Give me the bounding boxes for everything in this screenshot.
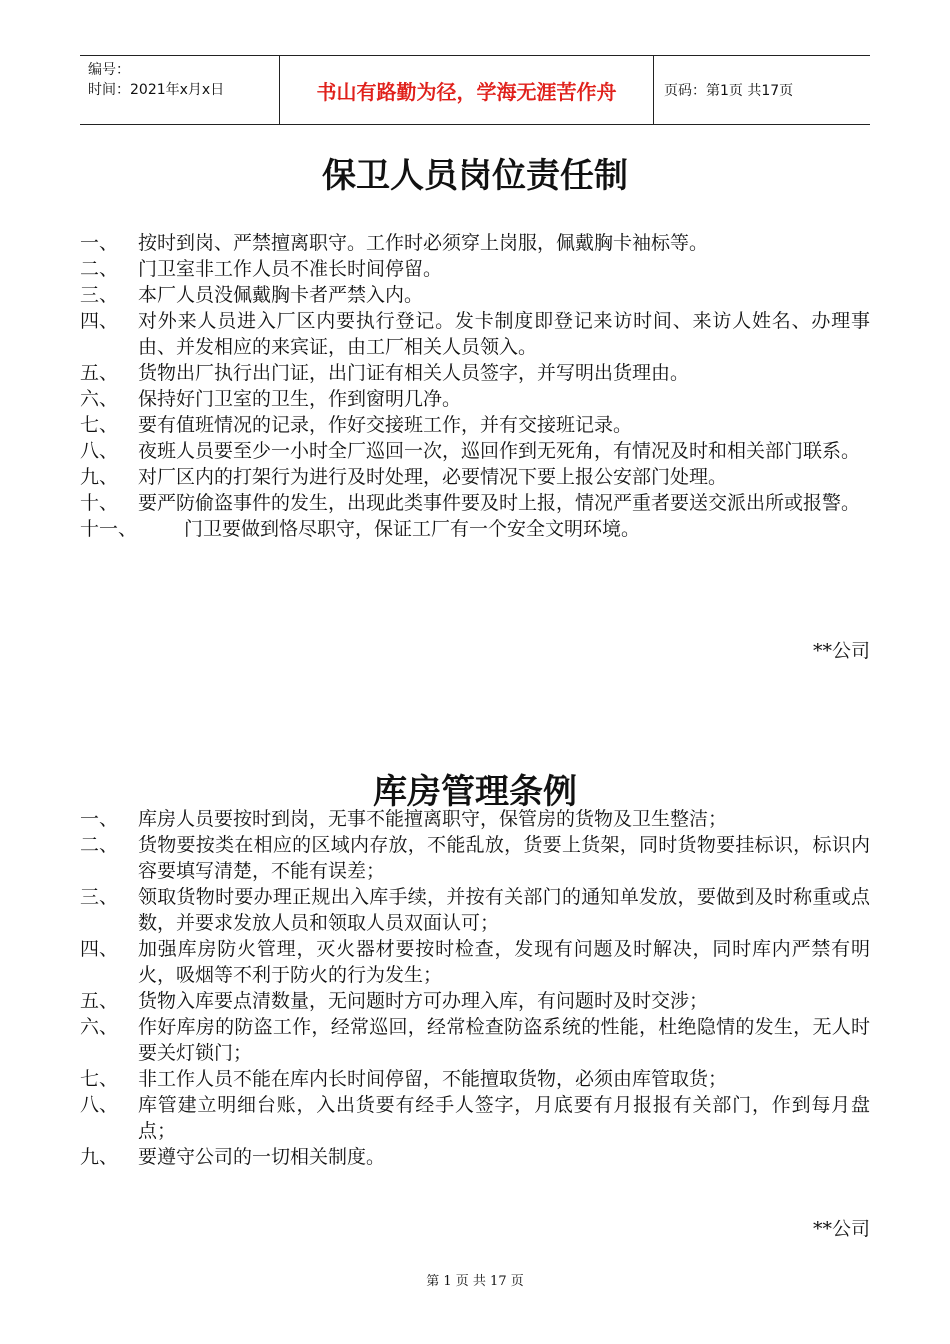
item-number: 四、 (80, 310, 119, 332)
number-label: 编号： (88, 62, 130, 78)
header-page-cell (654, 56, 870, 124)
item-text: 领取货物时要办理正规出入库手续，并按有关部门的通知单发放，要做到及时称重或点数，并要求发放人员和领取人员双面认可； (138, 886, 870, 934)
list-item (80, 884, 870, 936)
section2-title: 库房管理条例 (373, 772, 577, 812)
item-number: 二、 (80, 258, 119, 280)
list-item (80, 412, 870, 438)
time-label: 时间：2021年x月x日 (88, 82, 225, 98)
item-text: 按时到岗、严禁擅离职守。工作时必须穿上岗服，佩戴胸卡袖标等。 (138, 232, 709, 254)
item-text: 库管建立明细台账，入出货要有经手人签字，月底要有月报报有关部门，作到每月盘点； (138, 1094, 870, 1142)
item-text: 库房人员要按时到岗，无事不能擅离职守，保管房的货物及卫生整洁； (138, 808, 728, 830)
list-item (80, 282, 870, 308)
section1-title: 保卫人员岗位责任制 (322, 156, 628, 196)
item-text: 作好库房的防盗工作，经常巡回，经常检查防盗系统的性能，杜绝隐情的发生，无人时要关灯锁门； (138, 1016, 870, 1064)
list-item (80, 806, 870, 832)
section2-list (80, 806, 870, 1170)
header-motto-cell (280, 56, 654, 124)
item-number: 五、 (80, 362, 119, 384)
list-item (80, 832, 870, 884)
item-number: 七、 (80, 414, 119, 436)
item-number: 一、 (80, 232, 119, 254)
list-item (80, 1066, 870, 1092)
item-text: 保持好门卫室的卫生，作到窗明几净。 (138, 388, 462, 410)
list-item (80, 256, 870, 282)
page-code: 页码：第1页 共17页 (664, 83, 794, 99)
list-item (80, 230, 870, 256)
item-text: 对厂区内的打架行为进行及时处理，必要情况下要上报公安部门处理。 (138, 466, 728, 488)
list-item (80, 464, 870, 490)
item-number: 七、 (80, 1068, 119, 1090)
section2-signature: **公司 (812, 1218, 870, 1240)
list-item (80, 1092, 870, 1144)
item-text: 货物要按类在相应的区域内存放，不能乱放，货要上货架，同时货物要挂标识，标识内容要填写清楚，不能有误差； (138, 834, 870, 882)
item-number: 五、 (80, 990, 119, 1012)
list-item (80, 438, 870, 464)
item-number: 二、 (80, 834, 119, 856)
list-item (80, 936, 870, 988)
item-text: 非工作人员不能在库内长时间停留，不能擅取货物，必须由库管取货； (138, 1068, 728, 1090)
item-number: 四、 (80, 938, 119, 960)
item-number: 八、 (80, 1094, 119, 1116)
item-text: 货物出厂执行出门证，出门证有相关人员签字，并写明出货理由。 (138, 362, 690, 384)
item-text: 要遵守公司的一切相关制度。 (138, 1146, 386, 1168)
item-text: 要严防偷盗事件的发生，出现此类事件要及时上报，情况严重者要送交派出所或报警。 (138, 492, 861, 514)
header-info-cell (80, 56, 280, 124)
list-item (80, 988, 870, 1014)
list-item (80, 360, 870, 386)
item-number: 六、 (80, 388, 119, 410)
item-text: 夜班人员要至少一小时全厂巡回一次，巡回作到无死角，有情况及时和相关部门联系。 (138, 440, 861, 462)
item-text: 加强库房防火管理，灭火器材要按时检查，发现有问题及时解决，同时库内严禁有明火，吸烟等不利于防火的行为发生； (138, 938, 870, 986)
item-text: 货物入库要点清数量，无问题时方可办理入库，有问题时及时交涉； (138, 990, 709, 1012)
list-item (80, 386, 870, 412)
item-number: 三、 (80, 284, 119, 306)
item-text: 对外来人员进入厂区内要执行登记。发卡制度即登记来访时间、来访人姓名、办理事由、并发相应的来宾证，由工厂相关人员领入。 (138, 310, 870, 358)
item-number: 八、 (80, 440, 119, 462)
item-number: 六、 (80, 1016, 119, 1038)
list-item (80, 490, 870, 516)
item-number: 十、 (80, 492, 119, 514)
item-number: 一、 (80, 808, 119, 830)
list-item (80, 308, 870, 360)
item-text: 门卫要做到恪尽职守，保证工厂有一个安全文明环境。 (184, 518, 641, 540)
page-footer: 第 1 页 共 17 页 (426, 1274, 524, 1289)
item-number: 三、 (80, 886, 119, 908)
item-number: 十一、 (80, 518, 138, 540)
item-number: 九、 (80, 466, 119, 488)
list-item (80, 1144, 870, 1170)
header-table (80, 55, 870, 125)
item-text: 要有值班情况的记录，作好交接班工作，并有交接班记录。 (138, 414, 633, 436)
list-item (80, 1014, 870, 1066)
list-item (80, 516, 870, 542)
item-text: 门卫室非工作人员不准长时间停留。 (138, 258, 443, 280)
item-number: 九、 (80, 1146, 119, 1168)
motto-text: 书山有路勤为径，学海无涯苦作舟 (316, 79, 617, 104)
section1-signature: **公司 (812, 640, 870, 662)
section1-list (80, 230, 870, 542)
item-text: 本厂人员没佩戴胸卡者严禁入内。 (138, 284, 424, 306)
